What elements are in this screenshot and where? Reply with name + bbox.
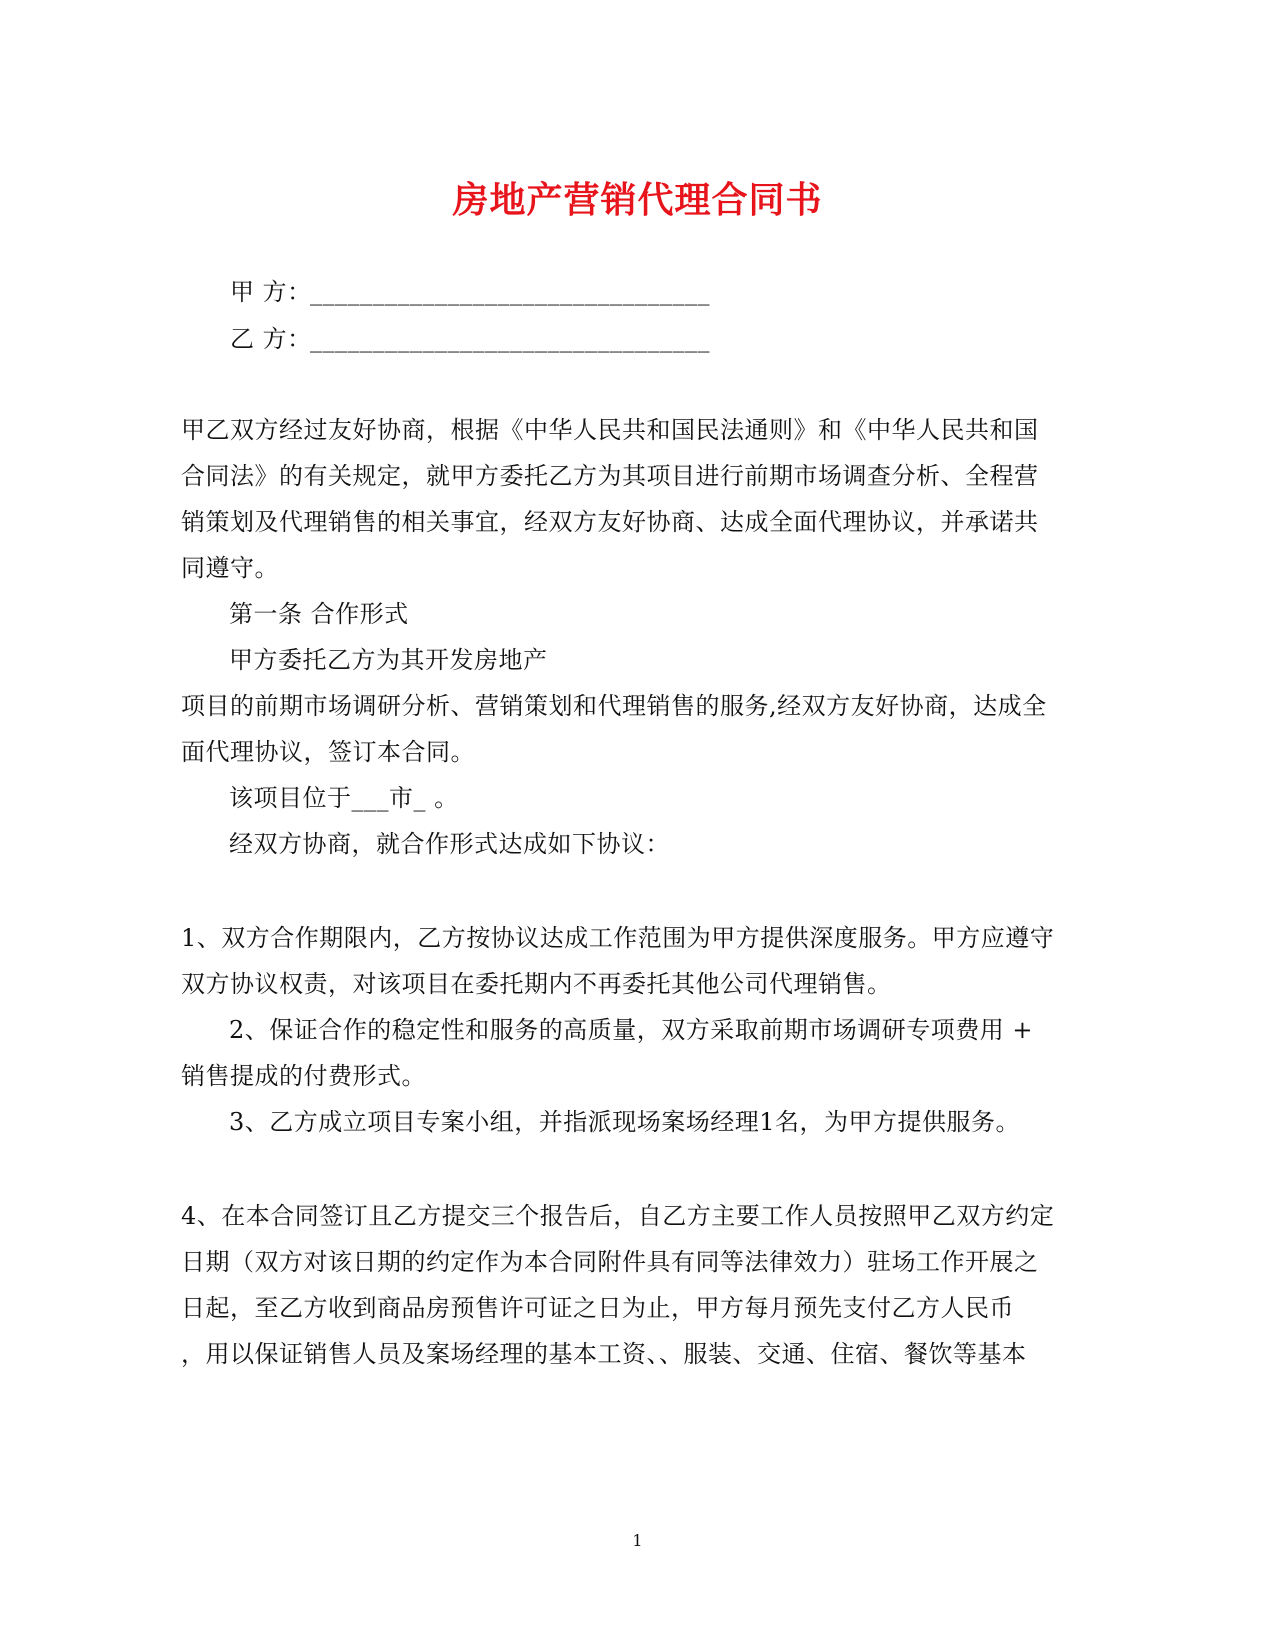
clause-4-line: 4、在本合同签订且乙方提交三个报告后，自乙方主要工作人员按照甲乙双方约定	[181, 1202, 1055, 1230]
clause-2-line: 2、保证合作的稳定性和服务的高质量，双方采取前期市场调研专项费用 +	[229, 1016, 1034, 1044]
party-b-label: 乙 方：	[230, 325, 312, 353]
clause-4-line: 日期（双方对该日期的约定作为本合同附件具有同等法律效力）驻场工作开展之	[181, 1248, 1039, 1276]
document-title: 房地产营销代理合同书	[452, 179, 823, 221]
page-number: 1	[632, 1531, 643, 1550]
clause-1-line: 双方协议权责，对该项目在委托期内不再委托其他公司代理销售。	[181, 970, 892, 998]
body-line: 该项目位于___市_ 。	[229, 784, 459, 812]
body-line: 销策划及代理销售的相关事宜，经双方友好协商、达成全面代理协议，并承诺共	[181, 508, 1039, 536]
party-a-label: 甲 方：	[230, 278, 312, 306]
party-b-blank: ________________________________	[310, 325, 710, 353]
body-line: 合同法》的有关规定，就甲方委托乙方为其项目进行前期市场调查分析、全程营	[181, 462, 1039, 490]
article-heading: 第一条 合作形式	[229, 600, 409, 628]
clause-4-line: 日起，至乙方收到商品房预售许可证之日为止，甲方每月预先支付乙方人民币	[181, 1294, 1014, 1322]
clause-3-line: 3、乙方成立项目专案小组，并指派现场案场经理1名，为甲方提供服务。	[229, 1108, 1021, 1136]
clause-4-line: ，用以保证销售人员及案场经理的基本工资、、服装、交通、住宿、餐饮等基本	[181, 1340, 1027, 1368]
body-line: 项目的前期市场调研分析、营销策划和代理销售的服务,经双方友好协商，达成全	[181, 692, 1047, 720]
body-line: 经双方协商，就合作形式达成如下协议：	[229, 830, 670, 858]
body-line: 面代理协议，签订本合同。	[181, 738, 475, 766]
body-line: 甲乙双方经过友好协商，根据《中华人民共和国民法通则》和《中华人民共和国	[181, 416, 1039, 444]
body-line: 甲方委托乙方为其开发房地产	[229, 646, 548, 674]
party-a-line	[230, 277, 710, 307]
body-line: 同遵守。	[181, 554, 279, 582]
party-b-line	[230, 324, 710, 354]
clause-1-line: 1、双方合作期限内，乙方按协议达成工作范围为甲方提供深度服务。甲方应遵守	[181, 924, 1055, 952]
party-a-blank: ________________________________	[310, 278, 710, 306]
clause-2-line: 销售提成的付费形式。	[181, 1062, 426, 1090]
